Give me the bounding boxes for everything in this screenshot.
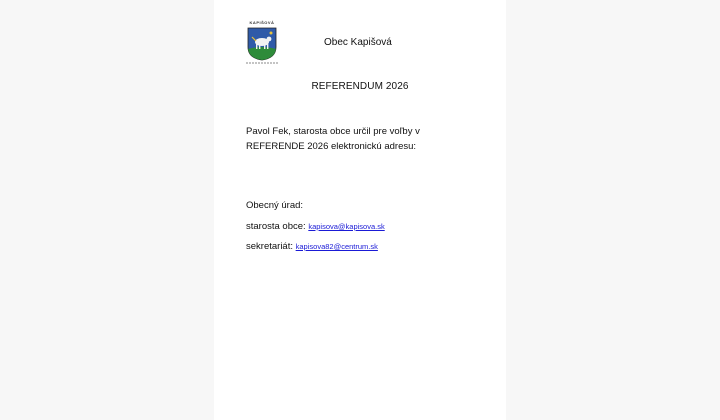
secretariat-label: sekretariát: xyxy=(246,241,293,252)
crest-subcaption xyxy=(246,62,278,64)
secretariat-email-link[interactable]: kapisova82@centrum.sk xyxy=(295,242,378,251)
office-label: Obecný úrad: xyxy=(246,200,304,211)
mayor-contact xyxy=(246,221,385,232)
secretariat-contact xyxy=(246,241,378,252)
announcement-line-1: Pavol Fek, starosta obce určil pre voľby v xyxy=(246,126,420,137)
municipality-title: Obec Kapišová xyxy=(324,37,392,48)
announcement-line-2: REFERENDE 2026 elektronickú adresu: xyxy=(246,141,417,152)
coat-of-arms-icon xyxy=(247,27,277,61)
mayor-email-link[interactable]: kapisova@kapisova.sk xyxy=(308,222,385,231)
page-heading: REFERENDUM 2026 xyxy=(311,81,409,92)
mayor-label: starosta obce: xyxy=(246,221,306,232)
announcement-text xyxy=(246,124,420,154)
document-page xyxy=(214,0,506,420)
coat-of-arms xyxy=(246,20,278,66)
crest-caption: KAPIŠOVÁ xyxy=(249,20,275,25)
